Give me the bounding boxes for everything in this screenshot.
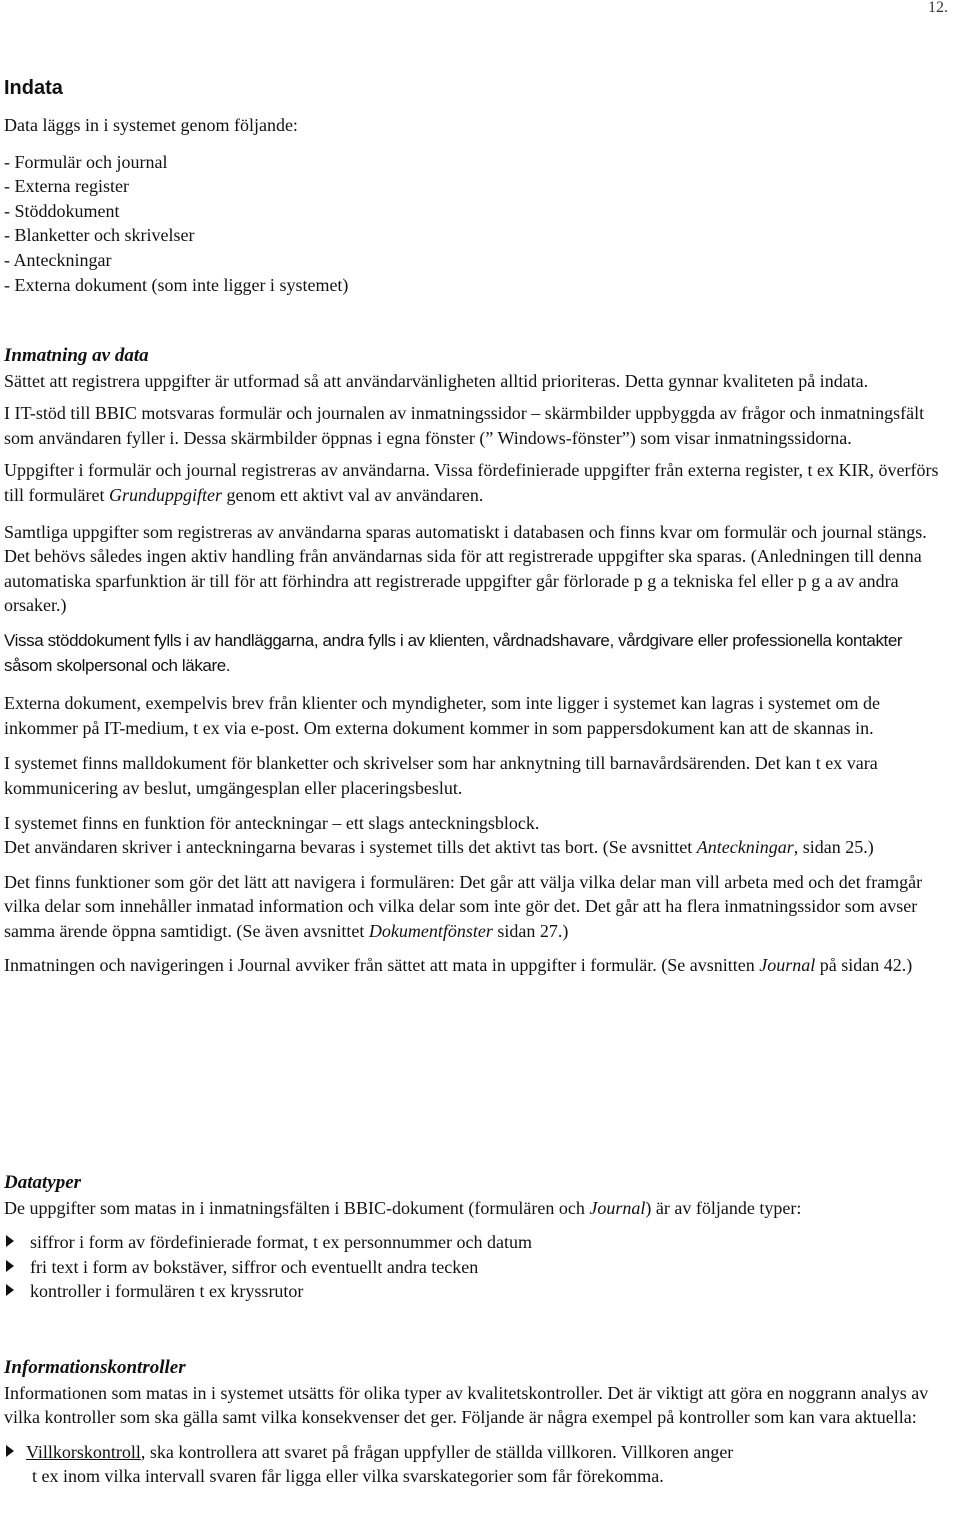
- paragraph: De uppgifter som matas in i inmatningsfälten i BBIC-dokument (formulären och Journal) är av följande typer:: [4, 1197, 802, 1218]
- indata-section: [4, 113, 954, 297]
- section-heading-informationskontroller: Informationskontroller: [4, 1357, 186, 1378]
- list-item: - Externa register: [4, 174, 954, 199]
- triangle-bullet-icon: [6, 1284, 14, 1296]
- paragraph: I systemet finns en funktion för anteckningar – ett slags anteckningsblock. Det användaren skriver i anteckningarna bevaras i systemet tills det aktivt tas bort. (Se avsnittet Anteckningar, sidan 25.): [4, 812, 874, 858]
- triangle-bullet-icon: [6, 1445, 14, 1457]
- triangle-bullet-icon: [6, 1260, 14, 1272]
- list-item: - Stöddokument: [4, 199, 954, 224]
- paragraph: I systemet finns malldokument för blanketter och skrivelser som har anknytning till barnavårdsärenden. Det kan t ex vara kommunicering av beslut, umgängesplan eller placeringsbeslut.: [4, 753, 878, 798]
- datatyper-list: [4, 1230, 954, 1304]
- paragraph: Inmatningen och navigeringen i Journal avviker från sättet att mata in uppgifter i formulär. (Se avsnitten Journal på sidan 42.): [4, 955, 913, 976]
- paragraph: I IT-stöd till BBIC motsvaras formulär och journalen av inmatningssidor – skärmbilder uppbyggda av frågor och inmatningsfält som användaren fyller i. Dessa skärmbilder öppnas i egna fönster (” Windows-fönster”) som visar inmatningssidorna.: [4, 403, 925, 448]
- paragraph: Externa dokument, exempelvis brev från klienter och myndigheter, som inte ligger i systemet kan lagras i systemet om de inkommer på IT-medium, t ex via e-post. Om externa dokument kommer in som pappersdokument kan att de skannas in.: [4, 693, 881, 738]
- section-heading-indata: Indata: [4, 77, 63, 99]
- list-item: siffror i form av fördefinierade format, t ex personnummer och datum: [30, 1230, 954, 1255]
- indata-list: [4, 150, 954, 298]
- list-item: kontroller i formulären t ex kryssrutor: [30, 1279, 954, 1304]
- datatyper-section: [4, 1171, 954, 1304]
- section-heading-datatyper: Datatyper: [4, 1172, 82, 1193]
- paragraph: Uppgifter i formulär och journal registreras av användarna. Vissa fördefinierade uppgifter från externa register, t ex KIR, överförs till formuläret Grunduppgifter genom ett aktivt val av användaren.: [4, 460, 939, 505]
- list-item: - Blanketter och skrivelser: [4, 223, 954, 248]
- page-number: 12.: [928, 0, 948, 16]
- term-villkorskontroll: Villkorskontroll: [26, 1441, 141, 1462]
- indata-intro: Data läggs in i systemet genom följande:: [4, 115, 298, 135]
- paragraph: Det finns funktioner som gör det lätt att navigera i formulären: Det går att välja vilka delar man vill arbeta med och det framgår vilka delar som innehåller inmatad information och vilka delar som inte gör det. Det går att ha flera inmatningssidor som avser samma ärende öppna samtidigt. (Se även avsnittet Dokumentfönster sidan 27.): [4, 871, 923, 941]
- list-item: - Formulär och journal: [4, 150, 954, 175]
- list-item: fri text i form av bokstäver, siffror och eventuellt andra tecken: [30, 1255, 954, 1280]
- kontroller-list: [4, 1440, 954, 1489]
- section-heading-inmatning: Inmatning av data: [4, 345, 149, 366]
- paragraph: Vissa stöddokument fylls i av handläggarna, andra fylls i av klienten, vårdnadshavare, vårdgivare eller professionella kontakter såsom skolpersonal och läkare.: [4, 630, 903, 675]
- inmatning-section: [4, 344, 954, 978]
- list-item: - Anteckningar: [4, 248, 954, 273]
- list-item: Villkorskontroll, ska kontrollera att svaret på frågan uppfyller de ställda villkoren. Villkoren anger t ex inom vilka intervall svaren får ligga eller vilka svarskategorier som får förekomma.: [26, 1440, 954, 1489]
- paragraph: Samtliga uppgifter som registreras av användarna sparas automatiskt i databasen och finns kvar om formulär och journal stängs. Det behövs således ingen aktiv handling från användarnas sida för att registrerade uppgifter ska sparas. (Anledningen till denna automatiska sparfunktion är till för att förhindra att registrerade uppgifter går förlorade p g a tekniska fel eller p g a av andra orsaker.): [4, 521, 927, 616]
- list-item: - Externa dokument (som inte ligger i systemet): [4, 273, 954, 298]
- paragraph: Informationen som matas in i systemet utsätts för olika typer av kvalitetskontroller. Det är viktigt att göra en noggrann analys av vilka kontroller som ska gälla samt vilka konsekvenser det ger. Följande är några exempel på kontroller som kan vara aktuella:: [4, 1382, 929, 1428]
- triangle-bullet-icon: [6, 1235, 14, 1247]
- informationskontroller-section: [4, 1356, 954, 1489]
- paragraph: Sättet att registrera uppgifter är utformad så att användarvänligheten alltid prioriteras. Detta gynnar kvaliteten på indata.: [4, 370, 869, 391]
